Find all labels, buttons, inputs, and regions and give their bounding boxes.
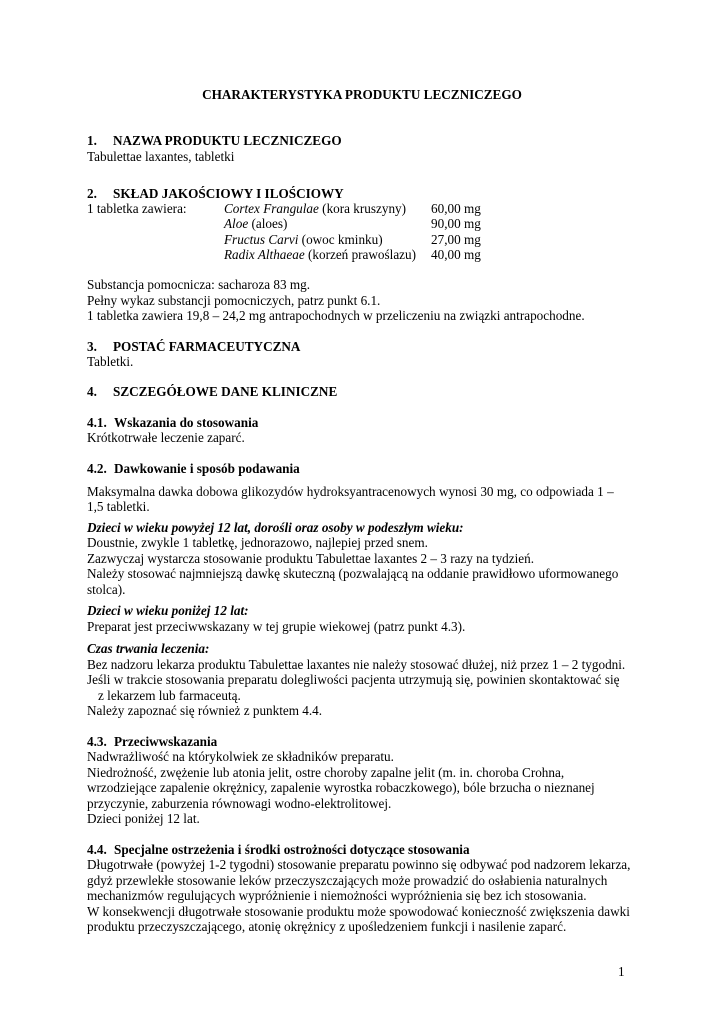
- warning-line: produktu przeczyszczającego, atonię okrężnicy z upośledzeniem funkcji i nasilenie zaparć.: [87, 919, 567, 934]
- ingredient-dose: 60,00 mg: [431, 201, 481, 216]
- contraindication-line: wrzodziejące zapalenie okrężnicy, zapalenie wyrostka robaczkowego), bóle brzucha o nieznanej: [87, 780, 595, 795]
- section-1-heading: [87, 133, 342, 148]
- children-text: Preparat jest przeciwwskazany w tej grupie wiekowej (patrz punkt 4.3).: [87, 619, 466, 634]
- page-number: 1: [618, 964, 625, 979]
- duration-subheading: Czas trwania leczenia:: [87, 641, 210, 656]
- contraindication-line: Niedrożność, zwężenie lub atonia jelit, ostre choroby zapalne jelit (m. in. choroba Crohna,: [87, 765, 565, 780]
- ingredient-name: Radix Althaeae (korzeń prawoślazu): [224, 247, 417, 262]
- section-title: Specjalne ostrzeżenia i środki ostrożności dotyczące stosowania: [114, 842, 470, 857]
- indications-text: Krótkotrwałe leczenie zaparć.: [87, 430, 245, 445]
- excipient-reference: Pełny wykaz substancji pomocniczych, patrz punkt 6.1.: [87, 293, 381, 308]
- max-dose-text: Maksymalna dawka dobowa glikozydów hydroksyantracenowych wynosi 30 mg, co odpowiada 1 –: [87, 484, 614, 499]
- section-4-heading: [87, 384, 337, 399]
- children-subheading: Dzieci w wieku poniżej 12 lat:: [87, 603, 249, 618]
- contraindication-line: Dzieci poniżej 12 lat.: [87, 811, 200, 826]
- section-number: 4.4.: [87, 842, 107, 857]
- section-title: POSTAĆ FARMACEUTYCZNA: [113, 339, 301, 354]
- warning-line: W konsekwencji długotrwałe stosowanie produktu może spowodować konieczność zwiększenia dawki: [87, 904, 630, 919]
- section-number: 1.: [87, 133, 97, 148]
- section-number: 4.3.: [87, 734, 107, 749]
- section-title: Przeciwwskazania: [114, 734, 218, 749]
- adults-subheading: Dzieci w wieku powyżej 12 lat, dorośli oraz osoby w podeszłym wieku:: [87, 520, 464, 535]
- ingredient-name: Aloe (aloes): [224, 216, 288, 231]
- warning-line: mechanizmów regulujących wypróżnienie i niemożności wypróżnienia się bez ich stosowania.: [87, 888, 587, 903]
- section-title: SZCZEGÓŁOWE DANE KLINICZNE: [113, 384, 338, 399]
- section-4-4-heading: [87, 842, 470, 857]
- section-number: 3.: [87, 339, 97, 354]
- adults-minimum-dose: Należy stosować najmniejszą dawkę skuteczną (pozwalającą na oddanie prawidłowo uformowanego: [87, 566, 619, 581]
- section-2-heading: [87, 186, 344, 201]
- document-title: CHARAKTERYSTYKA PRODUKTU LECZNICZEGO: [202, 87, 522, 102]
- section-number: 4.1.: [87, 415, 107, 430]
- duration-reference: Należy zapoznać się również z punktem 4.4.: [87, 703, 323, 718]
- section-3-heading: [87, 339, 300, 354]
- contraindication-line: Nadwrażliwość na którykolwiek ze składników preparatu.: [87, 749, 394, 764]
- max-dose-text-cont: 1,5 tabletki.: [87, 499, 150, 514]
- section-title: Dawkowanie i sposób podawania: [114, 461, 300, 476]
- composition-intro: 1 tabletka zawiera:: [87, 201, 187, 216]
- duration-persisting-cont: z lekarzem lub farmaceutą.: [98, 688, 241, 703]
- adults-frequency: Zazwyczaj wystarcza stosowanie produktu Tabulettae laxantes 2 – 3 razy na tydzień.: [87, 551, 535, 566]
- section-4-2-heading: [87, 461, 300, 476]
- anthraquinone-content: 1 tabletka zawiera 19,8 – 24,2 mg antrapochodnych w przeliczeniu na związki antrapochodne.: [87, 308, 585, 323]
- section-title: Wskazania do stosowania: [114, 415, 259, 430]
- ingredient-name: Cortex Frangulae (kora kruszyny): [224, 201, 407, 216]
- section-number: 4.: [87, 384, 97, 399]
- product-name: Tabulettae laxantes, tabletki: [87, 149, 235, 164]
- section-number: 2.: [87, 186, 97, 201]
- ingredient-dose: 90,00 mg: [431, 216, 481, 231]
- ingredient-dose: 27,00 mg: [431, 232, 481, 247]
- adults-minimum-dose-cont: stolca).: [87, 582, 126, 597]
- section-4-3-heading: [87, 734, 217, 749]
- ingredient-dose: 40,00 mg: [431, 247, 481, 262]
- excipient-line: Substancja pomocnicza: sacharoza 83 mg.: [87, 277, 311, 292]
- warning-line: gdyż przewlekłe stosowanie leków przeczyszczających może prowadzić do osłabienia naturalnych: [87, 873, 608, 888]
- pharmaceutical-form: Tabletki.: [87, 354, 134, 369]
- duration-text: Bez nadzoru lekarza produktu Tabulettae laxantes nie należy stosować dłużej, niż przez 1 – 2 tygodni.: [87, 657, 626, 672]
- duration-persisting: Jeśli w trakcie stosowania preparatu dolegliwości pacjenta utrzymują się, powinien skontaktować się: [87, 672, 620, 687]
- warning-line: Długotrwałe (powyżej 1-2 tygodni) stosowanie preparatu powinno się odbywać pod nadzorem lekarza,: [87, 857, 631, 872]
- section-title: SKŁAD JAKOŚCIOWY I ILOŚCIOWY: [113, 186, 344, 201]
- adults-dose: Doustnie, zwykle 1 tabletkę, jednorazowo, najlepiej przed snem.: [87, 535, 428, 550]
- section-4-1-heading: [87, 415, 258, 430]
- section-title: NAZWA PRODUKTU LECZNICZEGO: [113, 133, 342, 148]
- contraindication-line: przyczynie, zaburzenia równowagi wodno-elektrolitowej.: [87, 796, 392, 811]
- ingredient-name: Fructus Carvi (owoc kminku): [224, 232, 383, 247]
- section-number: 4.2.: [87, 461, 107, 476]
